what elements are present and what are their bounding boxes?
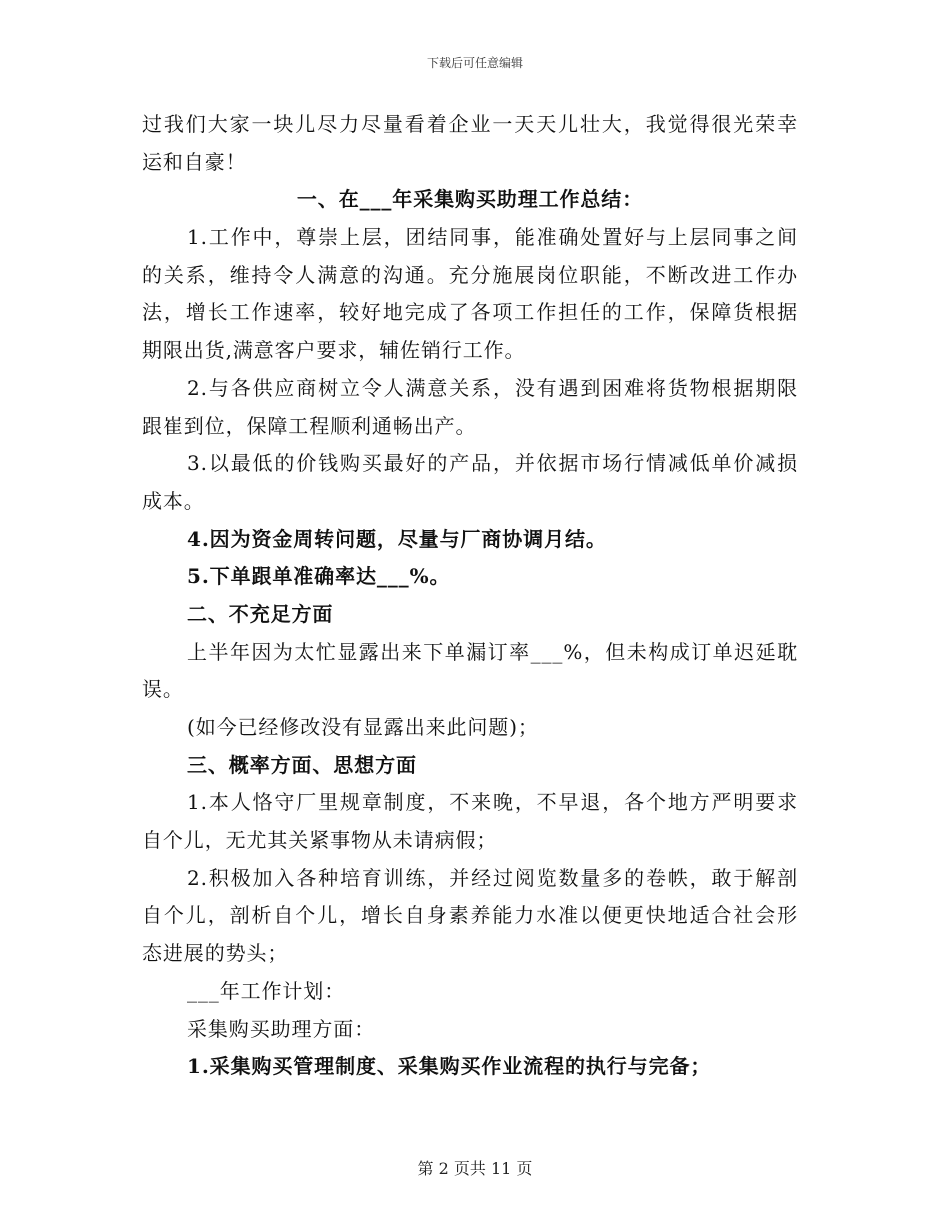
text-line: 一、在___年采集购买助理工作总结： [296,187,644,212]
text-line: 态进展的势头； [142,941,289,966]
text-line: 误。 [142,677,184,702]
text-line: 1.采集购买管理制度、采集购买作业流程的执行与完备； [187,1054,712,1079]
text-line: 采集购买助理方面： [187,1016,376,1041]
text-line: 1.本人恪守厂里规章制度，不来晚，不早退，各个地方严明要求 [187,790,798,815]
text-line: 过我们大家一块儿尽力尽量看着企业一天天儿壮大，我觉得很光荣幸 [142,112,798,136]
text-line: 三、概率方面、思想方面 [187,752,417,777]
text-line: 1.工作中，尊崇上层，团结同事，能准确处置好与上层同事之间 [187,225,798,250]
text-line: 2.积极加入各种培育训练，并经过阅览数量多的卷帙，敢于解剖 [187,865,798,890]
text-line: 2.与各供应商树立令人满意关系，没有遇到困难将货物根据期限 [187,375,798,400]
text-line: (如今已经修改没有显露出来此问题)； [187,715,539,739]
text-line: 4.因为资金周转问题，尽量与厂商协调月结。 [187,526,607,551]
text-line: 期限出货,满意客户要求，辅佐销行工作。 [142,338,526,363]
text-line: 法，增长工作速率，较好地完成了各项工作担任的工作，保障货根据 [142,300,798,325]
text-line: 5.下单跟单准确率达___%。 [187,564,451,589]
text-line: 成本。 [142,488,205,513]
text-line: 3.以最低的价钱购买最好的产品，并依据市场行情减低单价减损 [187,451,798,476]
document-body [142,106,798,1086]
text-line: 上半年因为太忙显露出来下单漏订率___%，但未构成订单迟延耽 [187,639,798,664]
page-header: 下载后可任意编辑 [426,56,523,70]
text-line: 二、不充足方面 [187,601,334,626]
text-line: 运和自豪！ [142,149,247,174]
text-line: 跟崔到位，保障工程顺利通畅出产。 [142,413,477,438]
text-line: 自个儿，剖析自个儿，增长自身素养能力水准以便更快地适合社会形 [142,903,798,928]
text-line: ___年工作计划： [187,978,346,1003]
text-line: 的关系，维持令人满意的沟通。充分施展岗位职能，不断改进工作办 [142,262,798,287]
text-line: 自个儿，无尤其关紧事物从未请病假； [142,828,498,853]
page-footer: 第 2 页共 11 页 [417,1159,533,1178]
